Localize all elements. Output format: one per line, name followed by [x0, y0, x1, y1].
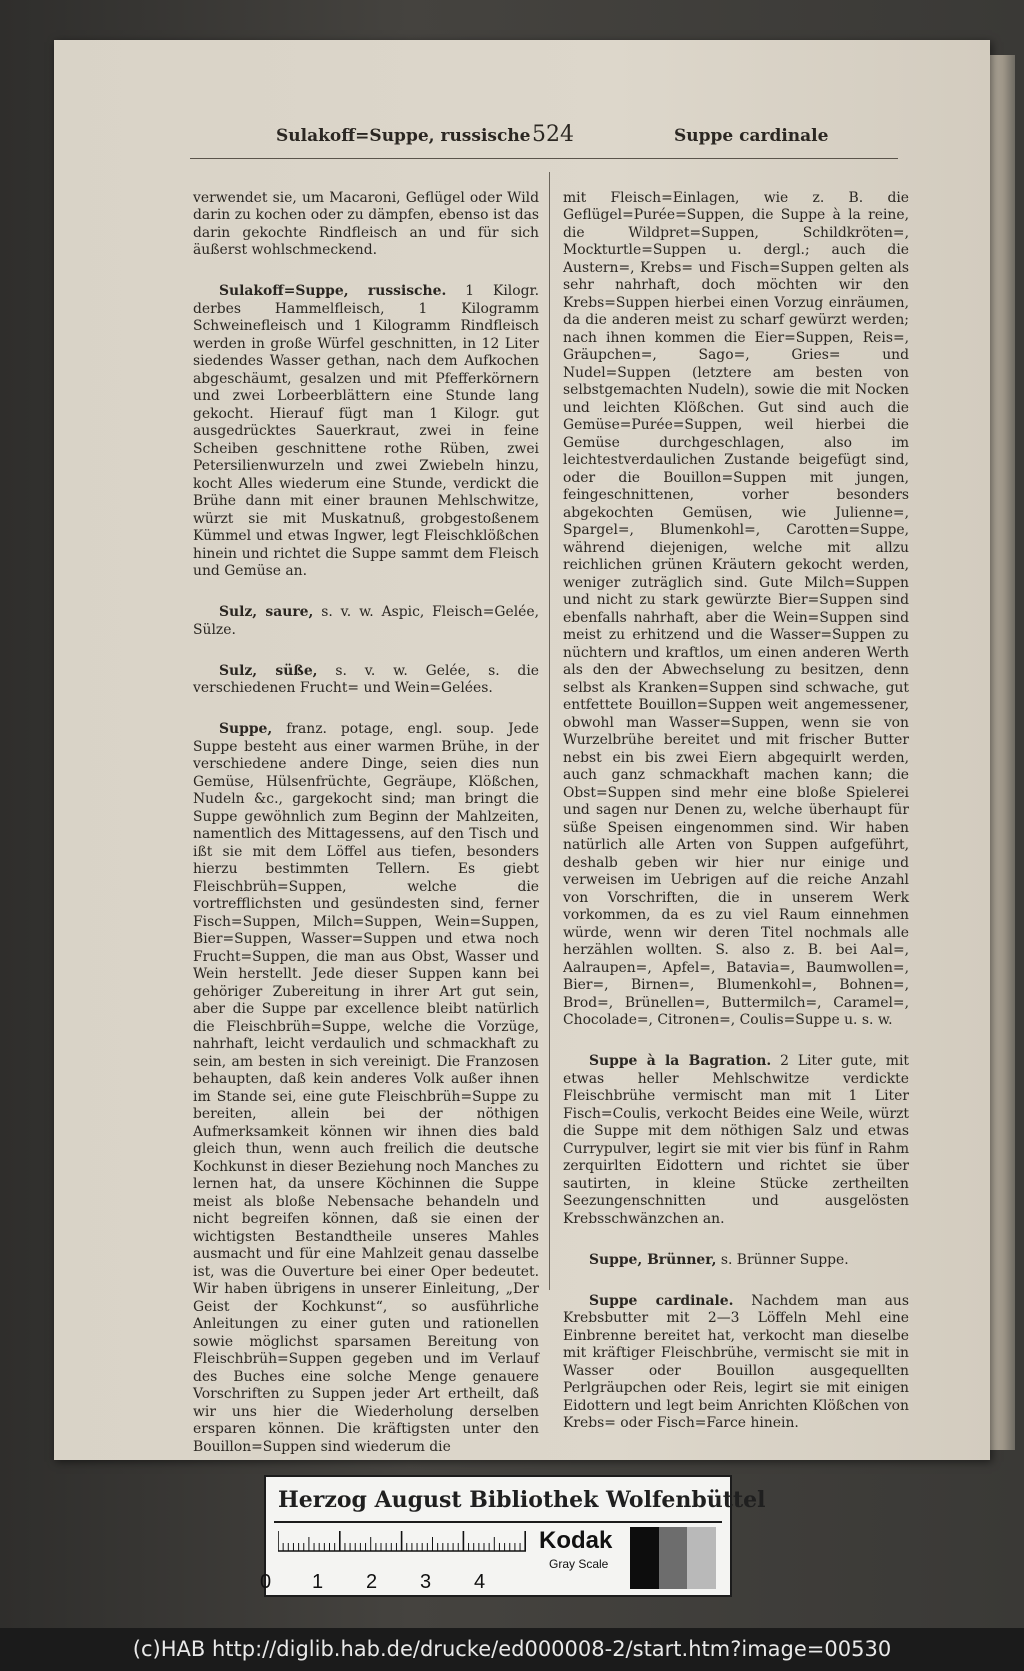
library-name: Herzog August Bibliothek Wolfenbüttel — [278, 1487, 766, 1513]
gray-patch-light — [687, 1527, 716, 1589]
kodak-logo: Kodak — [539, 1527, 613, 1554]
running-head-right: Suppe cardinale — [674, 126, 829, 146]
gray-patches — [630, 1527, 716, 1589]
gray-patch-mid — [659, 1527, 688, 1589]
ruler-ticks — [278, 1531, 525, 1551]
entry-text: s. v. w. Gelée, s. die verschiedenen Frucht= und Wein=Gelées. — [193, 662, 539, 696]
dictionary-entry — [563, 1053, 909, 1228]
dictionary-entry — [193, 663, 539, 698]
dictionary-entry — [193, 283, 539, 581]
entry-text: franz. potage, engl. soup. Jede Suppe besteht aus einer warmen Brühe, in der verschiedene andere Dinge, seien dies nun Gemüse, Hülsenfrüchte, Gegräupe, Klößchen, Nudeln &c., gargekocht sind; man bringt die Suppe gewöhnlich zum Beginn der Mahlzeiten, namentlich des Mittagessens, auf den Tisch und ißt sie mit dem Löffel aus tiefen, besonders hierzu bestimmten Tellern. Es giebt Fleischbrüh=Suppen, welche die vortrefflichsten und gesündesten sind, ferner Fisch=Suppen, Milch=Suppen, Wein=Suppen, Bier=Suppen, Wasser=Suppen und etwa noch Frucht=Suppen, die man aus Obst, Wasser und Wein herstellt. Jede dieser Suppen kann bei gehöriger Zubereitung in ihrer Art gut sein, aber die Suppe par excellence bleibt natürlich die Fleischbrüh=Suppe, welche die Vorzüge, nahrhaft, leicht verdaulich und schmackhaft zu sein, am besten in sich vereinigt. Die Franzosen behaupten, daß kein anderes Volk außer ihnen im Stande sei, eine gute Fleischbrüh=Suppe zu bereiten, allein bei der nöthigen Aufmerksamkeit können wir ihnen dies bald gleich thun, wenn auch freilich die deutsche Kochkunst in dieser Beziehung noch Manches zu lernen hat, da unsere Köchinnen die Suppe meist als bloße Nebensache behandeln und nicht begreifen können, daß sie einen der wichtigsten Bestandtheile unseres Mahles ausmacht und für eine Mahlzeit genau dasselbe ist, was die Ouverture bei einer Oper bedeutet. Wir haben übrigens in unserer Einleitung, „Der Geist der Kochkunst“, so ausführliche Anleitungen zu einer guten und rationellen sowie möglichst sparsamen Bereitung von Fleischbrüh=Suppen gegeben und im Verlauf des Buches eine solche Menge genauere Vorschriften zu Suppen jeder Art ertheilt, daß wir uns hier die Wiederholung derselben ersparen können. Die kräftigsten unter den Bouillon=Suppen sind wiederum die — [193, 721, 539, 1455]
entry-lemma: Sulz, süße, — [219, 662, 318, 679]
left-column — [193, 172, 539, 1480]
color-target-card — [260, 1475, 766, 1597]
right-column — [563, 172, 909, 1456]
copyright-footer: (c)HAB http://diglib.hab.de/drucke/ed000008-2/start.htm?image=00530 — [0, 1628, 1024, 1671]
entry-lemma: Suppe, Brünner, — [589, 1251, 717, 1268]
entry-text: s. v. w. Aspic, Fleisch=Gelée, Sülze. — [193, 604, 539, 638]
entry-lemma: Sulakoff=Suppe, russische. — [219, 283, 447, 299]
running-head-left: Sulakoff=Suppe, russische — [276, 126, 531, 146]
dictionary-entry — [563, 1293, 909, 1433]
ruler-number: 3 — [420, 1571, 432, 1593]
page-number: 524 — [532, 122, 574, 147]
dictionary-entry — [193, 721, 539, 1456]
entry-text: s. Brünner Suppe. — [716, 1251, 849, 1268]
ruler-number: 1 — [312, 1571, 324, 1593]
entry-lemma: Suppe à la Bagration. — [589, 1053, 772, 1069]
dictionary-entry — [563, 190, 909, 1030]
dictionary-entry — [193, 190, 539, 260]
header-rule — [190, 158, 898, 159]
dictionary-entry — [193, 604, 539, 639]
entry-text: 2 Liter gute, mit etwas heller Mehlschwitze verdickte Fleischbrühe vermischt man mit 1 Liter Fisch=Coulis, verkocht Beides eine Weile, würzt die Suppe mit dem nöthigen Salz und etwas Currypulver, legirt sie mit vier bis fünf in Rahm zerquirlten Eidottern und richtet sie über sautirten, in kleine Stücke zertheilten Seezungenschnitten und ausgelösten Krebsschwänzchen an. — [563, 1053, 909, 1227]
ruler-number: 2 — [366, 1571, 378, 1593]
entry-text: Nachdem man aus Krebsbutter mit 2—3 Löffeln Mehl eine Einbrenne bereitet hat, verkocht man dieselbe mit kräftiger Fleischbrühe, vermischt sie mit in Wasser oder Bouillon ausgequellten Perlgräupchen oder Reis, legirt sie mit einigen Eidottern und legt beim Anrichten Klößchen von Krebs= oder Fisch=Farce hinein. — [563, 1292, 909, 1431]
dictionary-entry — [563, 1252, 909, 1270]
entry-text: 1 Kilogr. derbes Hammelfleisch, 1 Kilogramm Schweinefleisch und 1 Kilogramm Rindfleisch werden in große Würfel geschnitten, in 12 Liter siedendes Wasser gethan, nach dem Aufkochen abgeschäumt, gesalzen und mit Pfefferkörnern und zwei Lorbeerblättern eine Stunde lang gekocht. Hierauf fügt man 1 Kilogr. gut ausgedrücktes Sauerkraut, zwei in feine Scheiben geschnittene rothe Rüben, zwei Petersilienwurzeln und zwei Zwiebeln hinzu, kocht Alles wiederum eine Stunde, verdickt die Brühe dann mit einer braunen Mehlschwitze, würzt sie mit Muskatnuß, grobgestoßenem Kümmel und etwas Ingwer, legt Fleischklößchen hinein und richtet die Suppe sammt dem Fleisch und Gemüse an. — [193, 283, 540, 579]
gray-patch-dark — [630, 1527, 659, 1589]
entry-text: verwendet sie, um Macaroni, Geflügel oder Wild darin zu kochen oder zu dämpfen, ebenso ist das darin gekochte Rindfleisch an und für sich äußerst wohlschmeckend. — [193, 189, 539, 258]
column-rule — [549, 172, 550, 1290]
gray-scale-label: Gray Scale — [549, 1557, 609, 1571]
entry-lemma: Suppe, — [219, 721, 273, 737]
entry-lemma: Sulz, saure, — [219, 604, 314, 620]
ruler-scale — [278, 1531, 528, 1561]
target-rule — [274, 1521, 722, 1523]
ruler-number: 4 — [474, 1571, 486, 1593]
entry-text: mit Fleisch=Einlagen, wie z. B. die Geflügel=Purée=Suppen, die Suppe à la reine, die Wildpret=Suppen, Schildkröten=, Mockturtle=Suppen u. dergl.; auch die Austern=, Krebs= und Fisch=Suppen gelten als sehr nahrhaft, doch möchten wir den Krebs=Suppen hierbei einen Vorzug einräumen, da die anderen meist zu scharf gewürzt werden; nach ihnen kommen die Eier=Suppen, Reis=, Gräupchen=, Sago=, Gries= und Nudel=Suppen (letztere am besten von selbstgemachten Nudeln), sowie die mit Nocken und leichten Klößchen. Gut sind auch die Gemüse=Purée=Suppen, weil hierbei die Gemüse durchgeschlagen, also im leichtestverdaulichen Zustande beigefügt sind, oder die Bouillon=Suppen mit jungen, feingeschnittenen, vorher besonders abgekochten Gemüsen, wie Julienne=, Spargel=, Blumenkohl=, Carotten=Suppe, während diejenigen, welche mit allzu reichlichen grünen Kräutern gekocht werden, weniger zuträglich sind. Gute Milch=Suppen und nicht zu stark gewürzte Bier=Suppen sind ebenfalls nahrhaft, aber die Wein=Suppen sind meist zu erhitzend und die Wasser=Suppen zu nüchtern und kraftlos, um einen anderen Werth als den der Abwechselung zu besitzen, denn selbst als Kranken=Suppen sind schwache, gut entfettete Bouillon=Suppen weit angemessener, obwohl man Wasser=Suppen, wenn sie von Wurzelbrühe bereitet und mit frischer Butter nebst ein bis zwei Eiern abgequirlt werden, auch ganz schmackhaft machen kann; die Obst=Suppen sind mehr eine bloße Spielerei und sagen nur Denen zu, welche überhaupt für süße Speisen eingenommen sind. Wir haben natürlich alle Arten von Suppen aufgeführt, deshalb geben wir hier nur einige und verweisen im Uebrigen auf die reiche Anzahl von Vorschriften, die in unserem Werk vorkommen, da es zu viel Raum einnehmen würde, wenn wir deren Titel nochmals alle herzählen wollten. S. also z. B. bei Aal=, Aalraupen=, Apfel=, Batavia=, Baumwollen=, Bier=, Birnen=, Blumenkohl=, Bohnen=, Brod=, Brünellen=, Buttermilch=, Caramel=, Chocolade=, Citronen=, Coulis=Suppe u. s. w. — [563, 189, 909, 1028]
ruler-number: 0 — [260, 1571, 272, 1593]
entry-lemma: Suppe cardinale. — [589, 1292, 734, 1309]
